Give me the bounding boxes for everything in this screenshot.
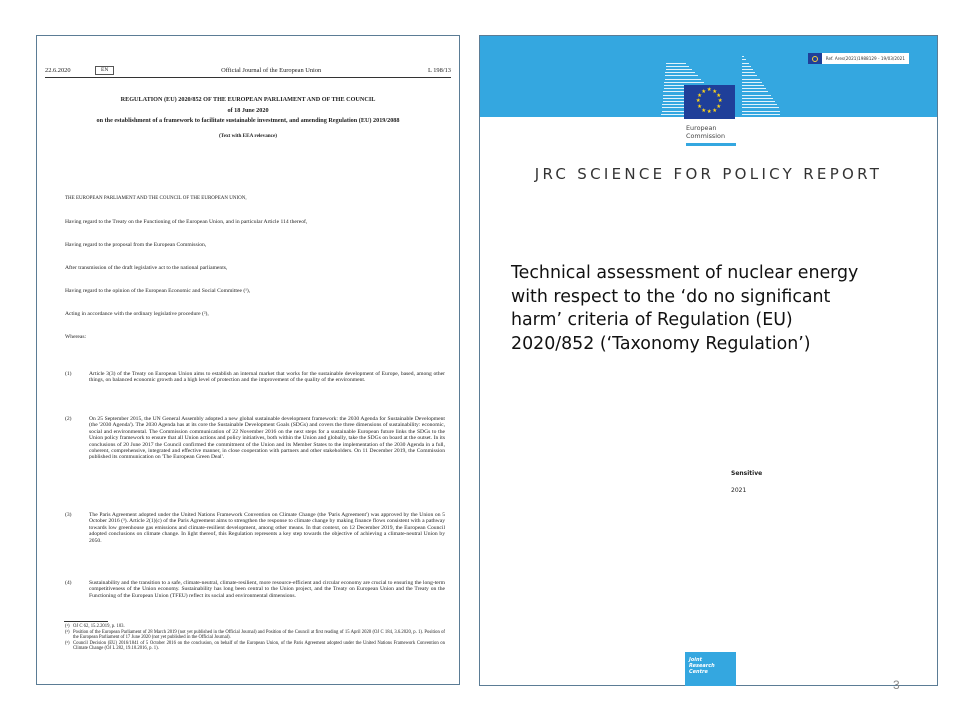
footnote-mark: (²) — [65, 629, 70, 635]
building-stripe — [742, 82, 762, 83]
report-title-line: 2020/852 (‘Taxonomy Regulation’) — [511, 333, 811, 354]
footnote — [65, 630, 445, 641]
publisher-line: Commission — [686, 132, 725, 140]
regulation-date: of 18 June 2020 — [227, 106, 269, 114]
building-stripe — [742, 66, 751, 67]
building-stripe — [666, 63, 686, 64]
eu-star-icon: ★ — [706, 87, 712, 94]
regulation-title: REGULATION (EU) 2020/852 OF THE EUROPEAN PARLIAMENT AND OF THE COUNCIL — [120, 96, 376, 103]
building-stripe — [742, 101, 775, 102]
preamble-line: THE EUROPEAN PARLIAMENT AND THE COUNCIL OF THE EUROPEAN UNION, — [65, 196, 247, 201]
classification-label: Sensitive — [731, 470, 763, 477]
eu-star-icon: ★ — [706, 109, 712, 116]
eu-star-icon: ★ — [697, 92, 703, 99]
oj-date: 22.6.2020 — [45, 66, 71, 74]
eu-flag-small-icon — [808, 53, 822, 64]
jrc-logo-line: Centre — [689, 669, 708, 675]
publisher-line: European — [686, 124, 717, 132]
building-stripe — [742, 95, 771, 96]
recital-number: (4) — [65, 580, 72, 586]
building-stripe — [665, 79, 701, 80]
building-stripe — [742, 104, 777, 105]
eea-relevance: (Text with EEA relevance) — [218, 132, 278, 139]
eu-star-icon: ★ — [712, 88, 718, 95]
eu-star-icon: ★ — [701, 107, 707, 114]
recital-number: (1) — [65, 371, 72, 377]
jrc-logo-line: Research — [689, 663, 715, 669]
eu-flag-icon — [684, 85, 735, 119]
footnote-text: Council Decision (EU) 2016/1841 of 5 October 2016 on the conclusion, on behalf of the European Union, of the Paris Agreement adopted under the United Nations Framework Convention on Climate Change (OJ L 282, 19.10.2016, p. 1). — [73, 640, 445, 652]
recital-2 — [65, 416, 445, 461]
eu-star-icon: ★ — [717, 98, 723, 105]
building-stripe — [742, 114, 780, 115]
eu-star-icon: ★ — [697, 103, 703, 110]
preamble-line: Having regard to the Treaty on the Functioning of the European Union, and in particular Article 114 thereof, — [65, 219, 308, 225]
jrc-logo-line: Joint — [689, 657, 702, 663]
report-title — [511, 262, 891, 356]
oj-page-ref: L 198/13 — [427, 66, 451, 74]
report-title-line: harm’ criteria of Regulation (EU) — [511, 310, 793, 330]
building-stripe — [742, 75, 757, 76]
preamble-line: Acting in accordance with the ordinary legislative procedure (²), — [65, 311, 209, 317]
recital-number: (2) — [65, 416, 72, 422]
building-stripe — [665, 72, 695, 73]
reference-stamp — [808, 53, 909, 64]
building-stripe — [742, 56, 744, 57]
oj-language-badge: EN — [95, 66, 114, 75]
building-stripe — [742, 85, 764, 86]
building-stripe — [666, 69, 693, 70]
regulation-subject: on the establishment of a framework to facilitate sustainable investment, and amending Regulation (EU) 2019/2088 — [96, 117, 400, 125]
recital-number: (3) — [65, 512, 72, 518]
logo-underline — [686, 143, 736, 146]
reference-number: Ref. Ares(2021)1988129 - 19/03/2021 — [825, 56, 905, 61]
building-stripe — [742, 59, 746, 60]
building-stripe — [742, 69, 753, 70]
building-stripe — [742, 98, 773, 99]
report-title-line: with respect to the ‘do no significant — [511, 286, 831, 307]
recital-4 — [65, 580, 445, 599]
footnote-mark: (¹) — [65, 624, 70, 629]
recital-text: The Paris Agreement adopted under the United Nations Framework Convention on Climate Change (the 'Paris Agreement') was approved by the Union on 5 October 2016 (³). Article 2(1)(c) of the Paris Agreement aims to strengthen the response to climate change by making finance flows consistent with a pathway towards low greenhouse gas emissions and climate-resilient development, among other means. In that context, on 12 December 2019, the European Council adopted conclusions on climate change. In light thereof, this Regulation represents a key step towards the objective of achieving a climate-neutral Union by 2050. — [89, 512, 445, 544]
recital-1 — [65, 371, 445, 384]
eu-star-icon: ★ — [701, 88, 707, 95]
building-stripe — [742, 72, 755, 73]
oj-header — [45, 63, 451, 78]
footnote — [65, 641, 445, 652]
recital-text: On 25 September 2015, the UN General Assembly adopted a new global sustainable development framework: the 2030 Agenda for Sustainable Development (the '2030 Agenda'). The 2030 Agenda has at its core the Sustainable Development Goals (SDGs) and covers the three dimensions of sustainability: economic, social and environmental. The Commission communication of 22 November 2016 on the next steps for a sustainable European future links the SDGs to the Union policy framework to ensure that all Union actions and policy initiatives, both within the Union and globally, take the SDGs on board at the outset. In its conclusions of 20 June 2017 the Council confirmed the commitment of the Union and its Member States to the implementation of the 2030 Agenda in a full, coherent, comprehensive, integrated and effective manner, in close cooperation with partners and other stakeholders. On 11 December 2019, the Commission published its communication on 'The European Green Deal'. — [89, 416, 445, 461]
footnote-mark: (³) — [65, 640, 70, 646]
preamble-line: Whereas: — [65, 334, 87, 340]
berlaymont-building-right-icon — [742, 54, 780, 117]
footnote-separator — [64, 621, 108, 622]
oj-journal-name: Official Journal of the European Union — [221, 66, 322, 74]
eu-star-icon: ★ — [716, 103, 722, 110]
official-journal-page — [36, 35, 460, 685]
building-stripe — [664, 82, 704, 83]
preamble-line: Having regard to the proposal from the European Commission, — [65, 242, 207, 248]
footnote-text: OJ C 62, 15.2.2019, p. 103. — [73, 624, 125, 629]
building-stripe — [742, 63, 749, 64]
recital-text: Sustainability and the transition to a safe, climate-neutral, climate-resilient, more resource-efficient and circular economy are crucial to ensuring the long-term competitiveness of the Union economy. Sustainability has long been central to the Union project, and the Treaty on European Union and the Treaty on the Functioning of the European Union (TFEU) reflect its social and environmental dimensions. — [89, 580, 445, 599]
building-stripe — [742, 117, 780, 118]
building-stripe — [742, 91, 768, 92]
jrc-report-cover — [479, 35, 938, 686]
footnotes — [65, 624, 445, 652]
footnote-text: Position of the European Parliament of 28 March 2019 (not yet published in the Official Journal) and Position of the Council at first reading of 15 April 2020 (OJ C 184, 3.6.2020, p. 1). Position of the European Parliament of 17 June 2020 (not yet published in the Official Journal). — [73, 629, 445, 641]
building-stripe — [742, 111, 780, 112]
recital-3 — [65, 512, 445, 544]
eu-star-icon: ★ — [712, 107, 718, 114]
report-year: 2021 — [731, 487, 747, 494]
building-stripe — [665, 75, 698, 76]
slide-number: 3 — [893, 678, 900, 692]
building-stripe — [742, 79, 760, 80]
jrc-logo — [685, 652, 736, 686]
european-commission-logo-text — [686, 124, 725, 140]
report-type: JRC SCIENCE FOR POLICY REPORT — [534, 165, 883, 183]
building-stripe — [666, 66, 689, 67]
recital-text: Article 3(3) of the Treaty on European Union aims to establish an internal market that works for the sustainable development of Europe, based, among other things, on balanced economic growth and a high level of protection and the improvement of the quality of the environment. — [89, 371, 445, 384]
building-stripe — [742, 107, 779, 108]
preamble-line: Having regard to the opinion of the European Economic and Social Committee (¹), — [65, 288, 251, 294]
building-stripe — [742, 88, 766, 89]
eu-star-icon: ★ — [716, 92, 722, 99]
report-title-line: Technical assessment of nuclear energy — [511, 263, 859, 283]
regulation-title-block — [57, 96, 439, 140]
eu-star-icon: ★ — [695, 98, 701, 105]
preamble-line: After transmission of the draft legislative act to the national parliaments, — [65, 265, 228, 271]
